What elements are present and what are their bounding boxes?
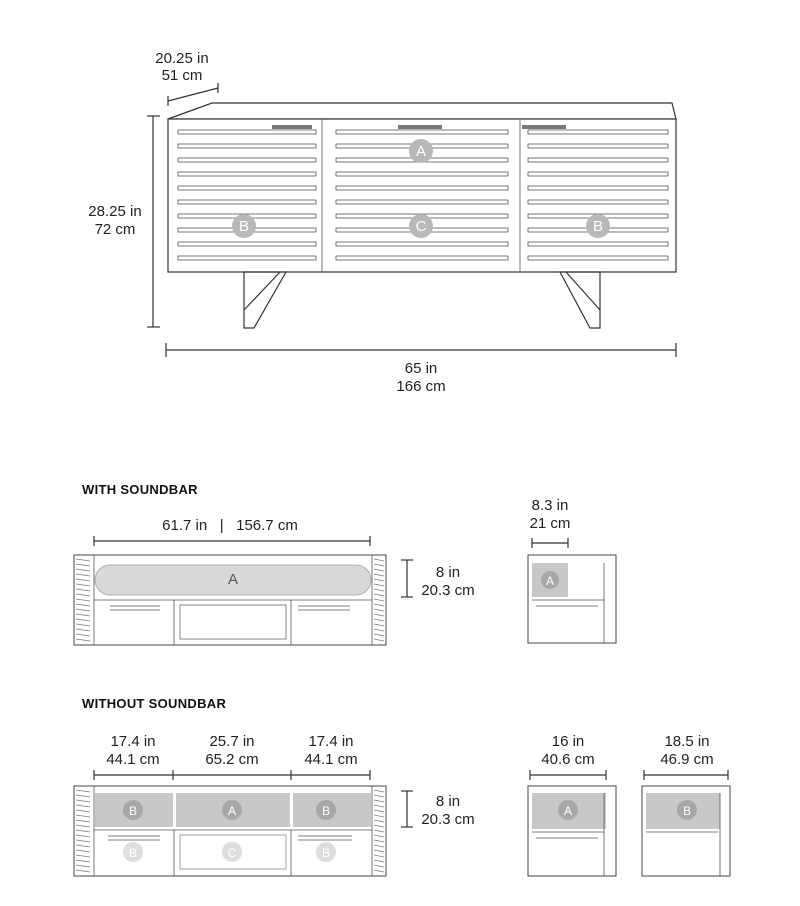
badge-b-left	[232, 214, 256, 238]
cabinet-legs	[244, 272, 600, 328]
svg-text:8 in: 8 in	[435, 793, 461, 810]
svg-text:65.2 cm: 65.2 cm	[205, 751, 259, 768]
svg-text:65 in: 65 in	[404, 360, 438, 377]
soundbar-front-cabinet	[74, 555, 386, 645]
width-dimension	[166, 343, 676, 395]
svg-text:C: C	[227, 846, 237, 860]
soundbar-side-cabinet	[528, 555, 616, 643]
svg-text:25.7 in: 25.7 in	[209, 733, 255, 750]
svg-text:20.3 cm: 20.3 cm	[421, 811, 475, 828]
side-a-cabinet	[528, 786, 616, 876]
compartment-width-dimensions	[94, 733, 370, 780]
without-soundbar-heading: WITHOUT SOUNDBAR	[82, 696, 227, 711]
height-dimension	[88, 116, 160, 327]
svg-text:17.4 in: 17.4 in	[110, 733, 156, 750]
svg-text:18.5 in: 18.5 in	[664, 733, 710, 750]
svg-text:A: A	[227, 571, 239, 588]
svg-text:8.3 in: 8.3 in	[531, 497, 569, 514]
with-soundbar-heading: WITH SOUNDBAR	[82, 482, 198, 497]
svg-text:B: B	[321, 804, 331, 818]
badge-b-right	[586, 214, 610, 238]
svg-text:61.7 in | 156.7 cm: 61.7 in | 156.7 cm	[162, 517, 298, 534]
soundbar-height-dimension	[401, 560, 475, 599]
svg-text:A: A	[227, 804, 237, 818]
side-b-dimension	[644, 733, 728, 780]
no-soundbar-height-dimension	[401, 791, 475, 828]
svg-text:20.25 in: 20.25 in	[155, 50, 209, 67]
side-a-dimension	[530, 733, 606, 780]
svg-text:44.1 cm: 44.1 cm	[106, 751, 160, 768]
svg-text:51 cm: 51 cm	[161, 67, 203, 84]
svg-text:46.9 cm: 46.9 cm	[660, 751, 714, 768]
no-soundbar-front-cabinet	[74, 786, 386, 876]
svg-text:166 cm: 166 cm	[396, 378, 446, 395]
svg-text:B: B	[128, 846, 138, 860]
svg-text:44.1 cm: 44.1 cm	[304, 751, 358, 768]
svg-text:B: B	[128, 804, 138, 818]
svg-text:B: B	[592, 218, 604, 235]
svg-text:17.4 in: 17.4 in	[308, 733, 354, 750]
soundbar-side-depth-dimension	[530, 497, 571, 548]
svg-text:A: A	[545, 574, 555, 588]
cabinet-front-view	[168, 103, 676, 272]
badge-c-center	[409, 214, 433, 238]
soundbar-width-dimension	[94, 517, 370, 546]
svg-text:72 cm: 72 cm	[94, 221, 136, 238]
badge-a-soundbar	[228, 571, 238, 588]
depth-dimension	[155, 50, 218, 106]
svg-text:21 cm: 21 cm	[529, 515, 571, 532]
svg-text:B: B	[238, 218, 250, 235]
svg-text:C: C	[415, 218, 427, 235]
svg-text:8 in: 8 in	[435, 564, 461, 581]
svg-text:A: A	[415, 143, 427, 160]
svg-text:16 in: 16 in	[551, 733, 585, 750]
svg-text:28.25 in: 28.25 in	[88, 203, 142, 220]
svg-text:B: B	[321, 846, 331, 860]
side-b-cabinet	[642, 786, 730, 876]
svg-text:20.3 cm: 20.3 cm	[421, 582, 475, 599]
svg-text:B: B	[682, 804, 692, 818]
svg-text:40.6 cm: 40.6 cm	[541, 751, 595, 768]
badge-a-top	[409, 139, 433, 163]
svg-text:A: A	[563, 804, 573, 818]
